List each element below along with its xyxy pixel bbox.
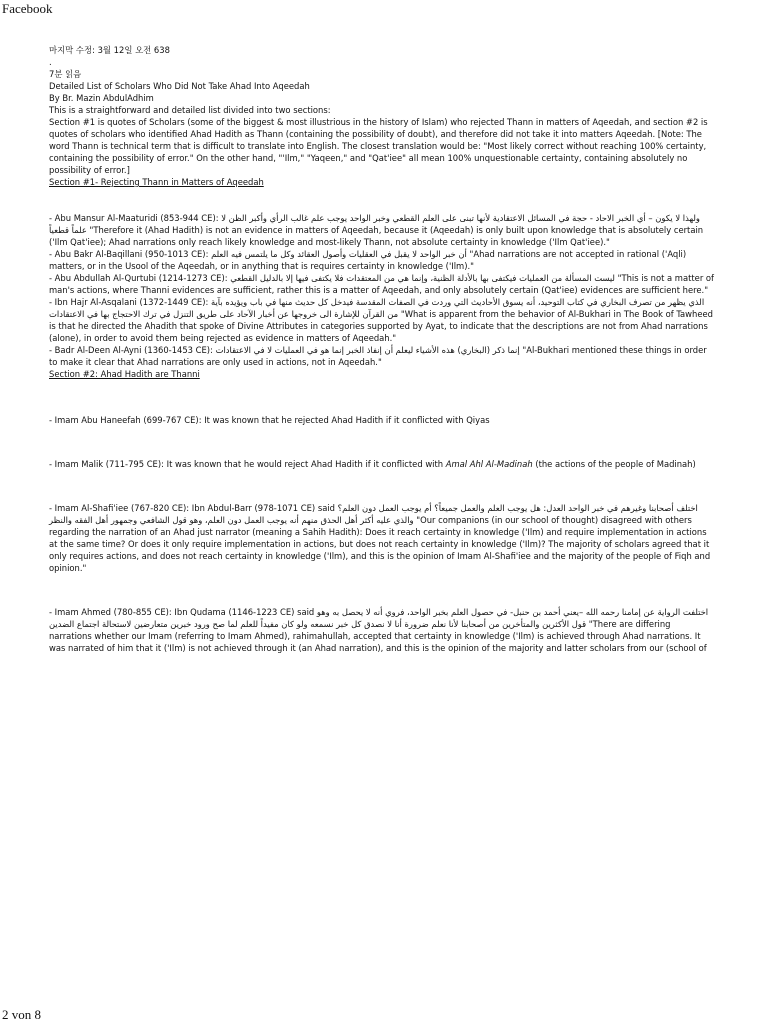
page-title: Detailed List of Scholars Who Did Not Take Ahad Into Aqeedah [49, 81, 310, 91]
section-1-entry [49, 344, 715, 368]
last-modified: 마지막 수정: 3월 12일 오전 638 [49, 45, 170, 55]
section-1-entry [49, 296, 715, 344]
section-1-entry [49, 212, 715, 248]
entry-arabic-quote: ليست المسألة من العمليات فيكتفى بها بالأدلة الظنية، وإنما هي من المعتقدات فلا يكتفى فيها إلا بالدليل القطعي [230, 273, 615, 283]
document-body [49, 44, 715, 654]
section-2-entry [49, 606, 715, 654]
entry-lead: - Abu Mansur Al-Maaturidi (853-944 CE): [49, 213, 219, 223]
entry-translation: "This is not a matter of man's actions, where Thanni evidences are sufficient, rather this is a matter of Aqeedah, and only absolutely certain (Qat'iee) evidences are sufficient here." [49, 273, 714, 295]
read-time: 7분 읽음 [49, 69, 82, 79]
print-footer-page-number: 2 von 8 [2, 1007, 41, 1022]
intro-paragraph: This is a straightforward and detailed list divided into two sections: [49, 105, 331, 115]
entry-lead: - Ibn Hajr Al-Asqalani (1372-1449 CE): [49, 297, 209, 307]
entry-translation: "There are differing narrations whether our Imam (referring to Imam Ahmed), rahimahullah, accepted that certainty in knowledge ('Ilm) is achieved through Ahad narrations. It was narrated of him that it ('Ilm) is not achieved through it (an Ahad narration), and this is the opinion of the majority and latter scholars from our (school of [49, 619, 707, 653]
section-1-entry [49, 272, 715, 296]
meta-separator: . [49, 57, 52, 67]
section-1-entry [49, 248, 715, 272]
section-2-entry [49, 414, 715, 426]
entry-text: It was known that he rejected Ahad Hadith if it conflicted with Qiyas [204, 415, 490, 425]
entry-translation: "What is apparent from the behavior of Al-Bukhari in The Book of Tawheed is that he directed the Ahadith that spoke of Divine Attributes in categories supported by Ayat, to indicate that the descriptions are not from Ahad narrations (alone), in order to avoid them being rejected as evidence in matters of Aqeedah." [49, 309, 713, 343]
section-1-heading: Section #1- Rejecting Thann in Matters of Aqeedah [49, 177, 264, 187]
author-line: By Br. Mazin AbdulAdhim [49, 93, 154, 103]
entry-arabic-quote: الذي يظهر من تصرف البخاري في كتاب التوحيد، أنه يسوق الأحاديث التي وردت في الصفات المقدسة فيدخل كل حديث منها في باب ويؤيده بآية من القرآن للإشارة الى خروجها عن أخبار الآحاد على طريق التنزل في ترك الاحتجاج بها في الاعتقادات [49, 297, 705, 319]
entry-lead: - Imam Malik (711-795 CE): [49, 459, 164, 469]
section-2-entry [49, 502, 715, 574]
entry-lead: - Imam Abu Haneefah (699-767 CE): [49, 415, 202, 425]
entry-arabic-quote: ولهذا لا يكون – أي الخبر الاحاد - حجة في المسائل الاعتقادية لأنها تبنى على العلم القطعي وخبر الواحد يوجب علم غالب الرأي وأكبر الظن لا علماً قطعياً [49, 213, 700, 235]
entry-lead: - Imam Al-Shafi'iee (767-820 CE): Ibn Abdul-Barr (978-1071 CE) said [49, 503, 335, 513]
entry-italic-term: Amal Ahl Al-Madinah [445, 459, 533, 469]
print-header: Facebook [2, 1, 53, 16]
entry-lead: - Imam Ahmed (780-855 CE): Ibn Qudama (1146-1223 CE) said [49, 607, 315, 617]
entry-translation: "Our companions (in our school of thought) disagreed with others regarding the narration of an Ahad just narrator (meaning a Sahih Hadith): Does it reach certainty in knowledge ('Ilm) and require implementation in actions at the same time? Or does it only require implementation in actions, but does not reach certainty in knowledge ('Ilm)? The majority of scholars agreed that it only requires actions, and does not reach certainty in knowledge ('Ilm), and this is the opinion of Imam Al-Shafi'iee and the majority of the people of Fiqh and opinion." [49, 515, 711, 573]
entry-translation: "Therefore it (Ahad Hadith) is not an evidence in matters of Aqeedah, because it (Aqeedah) is only built upon knowledge that is absolutely certain ('Ilm Qat'iee); Ahad narrations only reach likely knowledge and most-likely Thann, not absolute certainty in knowledge ('Ilm Qat'iee)." [49, 225, 704, 247]
entry-arabic-quote: اختلف أصحابنا وغيرهم في خبر الواحد العدل: هل يوجب العلم والعمل جميعاً؟ أم يوجب العمل دون العلم؟ والذي عليه أكثر أهل الحذق منهم أنه يوجب العمل دون العلم، وهو قول الشافعي وجمهور أهل الفقه والنظر [49, 503, 698, 525]
sections-intro-paragraph: Section #1 is quotes of Scholars (some of the biggest & most illustrious in the history of Islam) who rejected Thann in matters of Aqeedah, and section #2 is quotes of scholars who identified Ahad Hadith as Thann (containing the possibility of doubt), and therefore did not take it into matters Aqeedah. [Note: The word Thann is technical term that is difficult to translate into English. The closest translation would be: "Most likely correct without reaching 100% certainty, containing the possibility of error." On the other hand, "'Ilm," "Yaqeen," and "Qat'iee" all mean 100% unquestionable certainty, containing absolutely no possibility of error.] [49, 117, 708, 175]
entry-lead: - Abu Abdullah Al-Qurtubi (1214-1273 CE): [49, 273, 228, 283]
section-2-entry [49, 458, 715, 470]
entry-arabic-quote: اختلفت الرواية عن إمامنا رحمه الله –يعني أحمد بن حنبل- في حصول العلم بخبر الواحد، فروي أنه لا يحصل به وهو قول الأكثرين والمتأخرين من أصحابنا لأنا نعلم ضرورة أنا لا نصدق كل خبر نسمعه ولو كان مفيداً للعلم لما صح ورود خبرين متعارضين لاستحالة اجتماع الضدين [49, 607, 709, 629]
section-2-heading: Section #2: Ahad Hadith are Thanni [49, 369, 200, 379]
entry-text-continued: (the actions of the people of Madinah) [535, 459, 696, 469]
entry-translation: "Ahad narrations are not accepted in rational ('Aqli) matters, or in the Usool of the Aqeedah, or in anything that is requires certainty in knowledge ('Ilm)." [49, 249, 687, 271]
entry-lead: - Abu Bakr Al-Baqillani (950-1013 CE): [49, 249, 209, 259]
entry-text: It was known that he would reject Ahad Hadith if it conflicted with [166, 459, 444, 469]
entry-lead: - Badr Al-Deen Al-Ayni (1360-1453 CE): [49, 345, 213, 355]
entry-arabic-quote: أن خبر الواحد لا يقبل في العقليات وأصول العقائد وكل ما يلتمس فيه العلم [211, 249, 467, 259]
entry-arabic-quote: إنما ذكر (البخاري) هذه الأشياء ليعلم أن إنفاذ الخبر إنما هو في العمليات لا في الاعتقادات [215, 345, 520, 355]
entry-translation: "Al-Bukhari mentioned these things in order to make it clear that Ahad narrations are only used in actions, not in Aqeedah." [49, 345, 707, 367]
